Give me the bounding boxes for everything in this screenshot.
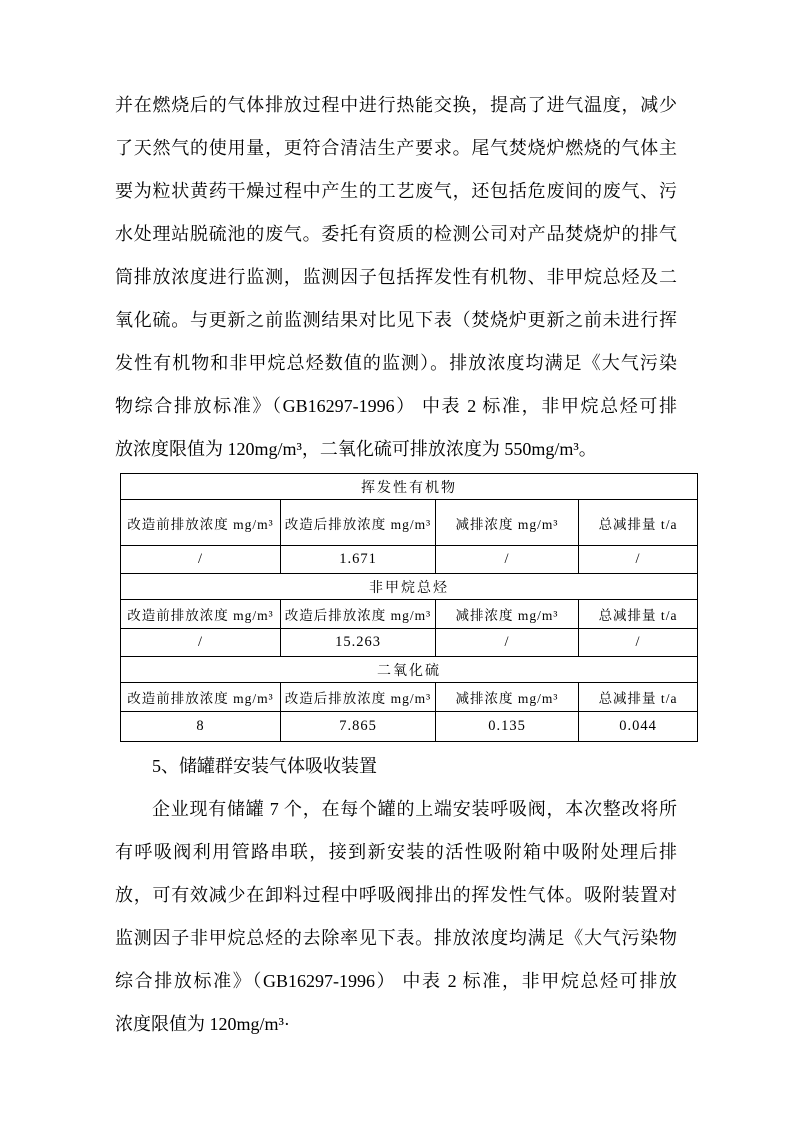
table-cell: 0.135: [436, 712, 579, 742]
paragraph-line: 发性有机物和非甲烷总烃数值的监测）。排放浓度均满足《大气污染: [115, 353, 677, 373]
paragraph-1: [115, 84, 677, 471]
table-header-cell: 总减排量 t/a: [579, 500, 698, 546]
paragraph-line: 监测因子非甲烷总烃的去除率见下表。排放浓度均满足《大气污染物: [115, 928, 677, 948]
table-section-title: 非甲烷总烃: [121, 574, 698, 600]
table-header-cell: 总减排量 t/a: [579, 600, 698, 629]
table-header-cell: 总减排量 t/a: [579, 683, 698, 712]
table-cell: /: [436, 546, 579, 574]
table-header-cell: 改造后排放浓度 mg/m³: [281, 500, 436, 546]
paragraph-line: 筒排放浓度进行监测，监测因子包括挥发性有机物、非甲烷总烃及二: [115, 267, 677, 287]
paragraph-line: 并在燃烧后的气体排放过程中进行热能交换，提高了进气温度，减少: [115, 95, 677, 115]
table-value-row: [121, 629, 698, 657]
table-cell: /: [579, 546, 698, 574]
table-cell: 1.671: [281, 546, 436, 574]
paragraph-line: 了天然气的使用量，更符合清洁生产要求。尾气焚烧炉燃烧的气体主: [115, 138, 677, 158]
paragraph-line: 浓度限值为 120mg/m³·: [115, 1014, 290, 1034]
table-section-row: [121, 657, 698, 683]
table-cell: 7.865: [281, 712, 436, 742]
table-cell: 15.263: [281, 629, 436, 657]
table-header-cell: 减排浓度 mg/m³: [436, 500, 579, 546]
paragraph-line: 氧化硫。与更新之前监测结果对比见下表（焚烧炉更新之前未进行挥: [115, 310, 677, 330]
table-value-row: [121, 546, 698, 574]
paragraph-line: 综合排放标准》（GB16297-1996） 中表 2 标准，非甲烷总烃可排放: [115, 971, 677, 991]
table-header-cell: 改造后排放浓度 mg/m³: [281, 683, 436, 712]
table-header-cell: 减排浓度 mg/m³: [436, 600, 579, 629]
paragraph-line: 物综合排放标准》（GB16297-1996） 中表 2 标准，非甲烷总烃可排: [115, 396, 677, 416]
paragraph-line: 有呼吸阀利用管路串联，接到新安装的活性吸附箱中吸附处理后排: [115, 842, 677, 862]
paragraph-line: 要为粒状黄药干燥过程中产生的工艺废气，还包括危废间的废气、污: [115, 181, 677, 201]
section-heading: 5、储罐群安装气体吸收装置: [152, 756, 377, 776]
table-header-cell: 减排浓度 mg/m³: [436, 683, 579, 712]
table-header-row: [121, 500, 698, 546]
table-section-title: 挥发性有机物: [121, 474, 698, 500]
paragraph-line: 放，可有效减少在卸料过程中呼吸阀排出的挥发性气体。吸附装置对: [115, 885, 677, 905]
paragraph-line: 水处理站脱硫池的废气。委托有资质的检测公司对产品焚烧炉的排气: [115, 224, 677, 244]
table-header-cell: 改造后排放浓度 mg/m³: [281, 600, 436, 629]
paragraph-line: 放浓度限值为 120mg/m³，二氧化硫可排放浓度为 550mg/m³。: [115, 439, 597, 459]
table-header-cell: 改造前排放浓度 mg/m³: [121, 683, 281, 712]
table-section-title: 二氧化硫: [121, 657, 698, 683]
emissions-comparison-table: [120, 473, 698, 742]
table-cell: /: [436, 629, 579, 657]
table-header-cell: 改造前排放浓度 mg/m³: [121, 600, 281, 629]
table-cell: /: [579, 629, 698, 657]
table-cell: 8: [121, 712, 281, 742]
table-cell: /: [121, 546, 281, 574]
paragraph-2: [115, 788, 677, 1046]
table-cell: 0.044: [579, 712, 698, 742]
table-section-row: [121, 474, 698, 500]
table-header-row: [121, 600, 698, 629]
table-section-row: [121, 574, 698, 600]
table-header-row: [121, 683, 698, 712]
paragraph-line: 企业现有储罐 7 个，在每个罐的上端安装呼吸阀，本次整改将所: [152, 799, 677, 819]
table-value-row: [121, 712, 698, 742]
table-header-cell: 改造前排放浓度 mg/m³: [121, 500, 281, 546]
table-cell: /: [121, 629, 281, 657]
